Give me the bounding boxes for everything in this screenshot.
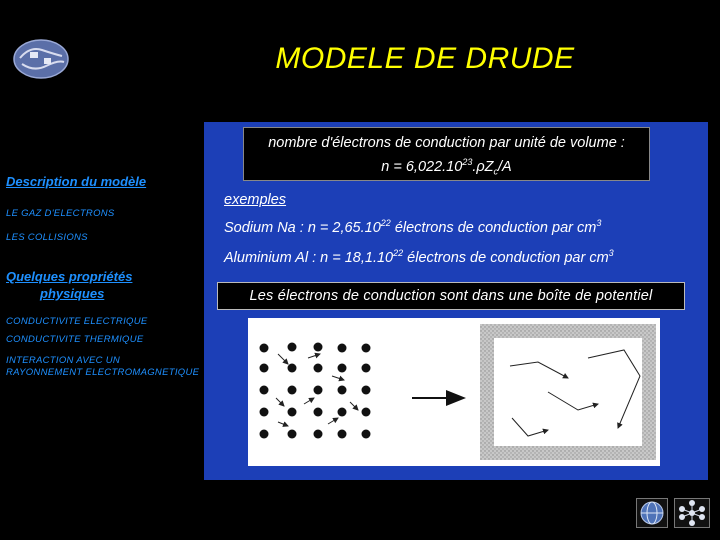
- electron-gas-diagram: [248, 318, 660, 466]
- examples-label: exemples: [224, 192, 287, 208]
- globe-nav-icon[interactable]: [636, 498, 668, 528]
- nav-interaction-line2[interactable]: RAYONNEMENT ELECTROMAGNETIQUE: [6, 367, 200, 378]
- nav-interaction-line1[interactable]: INTERACTION AVEC UN: [6, 355, 121, 366]
- atomium-nav-icon[interactable]: [674, 498, 710, 528]
- density-line1: nombre d'électrons de conduction par unité de volume :: [268, 135, 625, 151]
- nav-conductivite-electrique[interactable]: CONDUCTIVITE ELECTRIQUE: [6, 316, 148, 327]
- density-formula-box: [243, 127, 650, 181]
- aluminium-example: Aluminium Al : $n = 18,1.10^{22}$ électrons de conduction par $cm^3$: [224, 248, 614, 266]
- potential-box: [480, 324, 656, 460]
- sodium-example: Sodium Na : $n = 2,65.10^{22}$ électrons de conduction par $cm^3$: [224, 218, 602, 236]
- potential-box-note: Les électrons de conduction sont dans une boîte de potentiel: [217, 282, 685, 310]
- page-title: MODELE DE DRUDE: [275, 42, 575, 75]
- nav-conductivite-thermique[interactable]: CONDUCTIVITE THERMIQUE: [6, 334, 144, 345]
- nav-proprietes-physiques-line1[interactable]: Quelques propriétés: [6, 269, 133, 284]
- nav-description-du-modele[interactable]: Description du modèle: [6, 174, 147, 189]
- nav-proprietes-physiques-line2[interactable]: physiques: [40, 286, 105, 301]
- globe-logo-icon: [12, 38, 70, 80]
- density-formula: $n = 6,022.10^{23}.\rho Z_c/A$: [381, 157, 512, 177]
- nav-collisions[interactable]: LES COLLISIONS: [6, 232, 88, 243]
- nav-gaz-electrons[interactable]: LE GAZ D'ELECTRONS: [6, 208, 115, 219]
